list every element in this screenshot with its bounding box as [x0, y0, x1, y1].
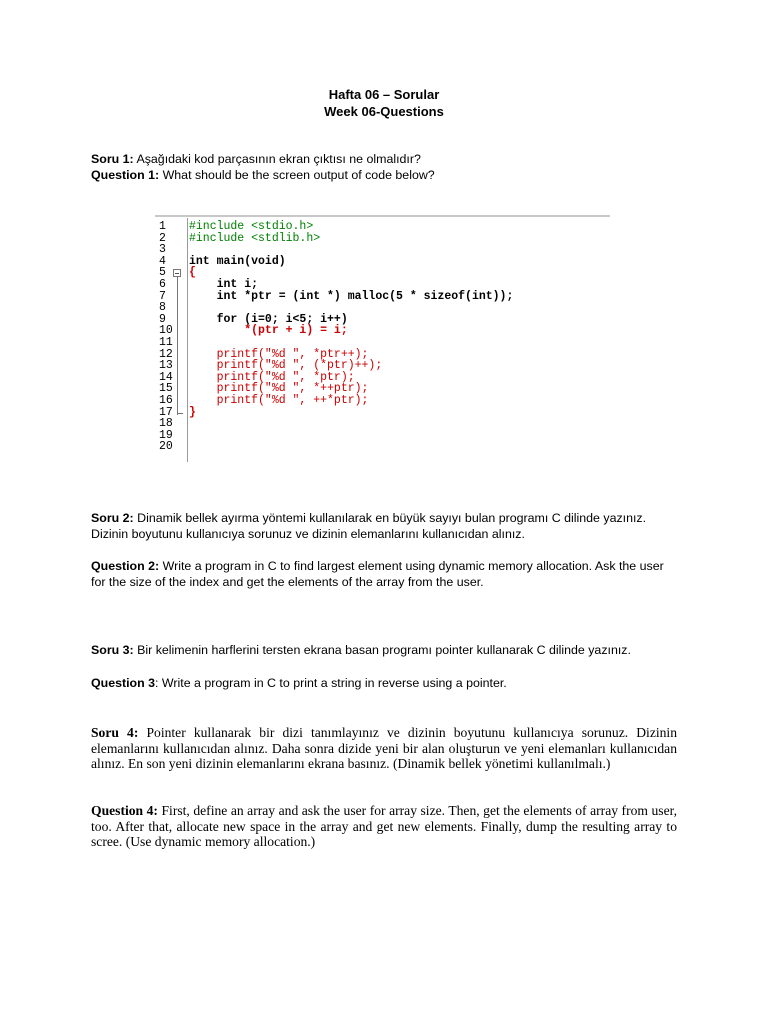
- line-number: 19: [159, 428, 173, 442]
- line-number: 2: [159, 231, 166, 245]
- question-1-en-label: Question 1:: [91, 168, 160, 182]
- code-screenshot: [155, 215, 610, 462]
- code-line-15: printf("%d ", *++ptr);: [189, 382, 369, 396]
- code-line-13: printf("%d ", (*ptr)++);: [189, 359, 383, 373]
- code-line-6: int i;: [189, 278, 259, 291]
- line-number: 6: [159, 278, 166, 291]
- question-4-tr-label: Soru 4:: [91, 725, 139, 740]
- fold-collapse-icon: [173, 269, 181, 277]
- line-number: 7: [159, 289, 166, 303]
- code-line-14: printf("%d ", *ptr);: [189, 370, 355, 384]
- question-1-en: [91, 167, 677, 183]
- question-4-en: [91, 803, 677, 850]
- question-2-en-text: Write a program in C to find largest element using dynamic memory allocation. Ask the user for the size of the index and get the elements of the array from the user.: [91, 559, 664, 589]
- question-2-tr: [91, 510, 677, 542]
- code-line-2: #include <stdlib.h>: [189, 231, 321, 245]
- question-2-tr-text: Dinamik bellek ayırma yöntemi kullanılarak en büyük sayıyı bulan programı C dilinde yazınız. Dizinin boyutunu kullanıcıya sorunuz ve dizinin elemanlarını kullanıcıdan alınız.: [91, 511, 647, 541]
- question-3-en-text: : Write a program in C to print a string in reverse using a pointer.: [155, 676, 507, 690]
- code-line-9: for (i=0; i<5; i++): [189, 312, 348, 326]
- fold-guide-line: [177, 277, 178, 414]
- page-title-en: Week 06-Questions: [324, 104, 444, 119]
- line-number: 9: [159, 312, 166, 326]
- line-number: 14: [159, 370, 173, 384]
- line-number: 10: [159, 324, 173, 338]
- code-line-16: printf("%d ", ++*ptr);: [189, 394, 369, 407]
- line-number: 11: [159, 336, 173, 349]
- question-2-en: [91, 558, 677, 590]
- line-number: 12: [159, 347, 173, 361]
- question-4-en-label: Question 4:: [91, 803, 158, 818]
- line-number: 16: [159, 394, 173, 407]
- line-number: 3: [159, 243, 166, 257]
- line-number: 5: [159, 266, 166, 280]
- fold-guide-end: [177, 413, 183, 414]
- page-title-tr: Hafta 06 – Sorular: [328, 87, 440, 102]
- question-3-tr: [91, 642, 677, 658]
- line-number: 4: [159, 254, 166, 268]
- code-line-12: printf("%d ", *ptr++);: [189, 347, 369, 361]
- question-3-tr-label: Soru 3:: [91, 643, 134, 657]
- code-line-1: #include <stdio.h>: [189, 220, 314, 233]
- question-1-tr-text: Aşağıdaki kod parçasının ekran çıktısı ne olmalıdır?: [133, 152, 421, 166]
- code-line-17: }: [189, 405, 196, 419]
- question-1-tr-label: Soru 1:: [91, 152, 134, 166]
- question-4-tr: [91, 725, 677, 772]
- line-number: 18: [159, 417, 173, 431]
- line-number: 20: [159, 440, 173, 454]
- line-number: 8: [159, 301, 166, 315]
- question-1-tr: [91, 151, 677, 167]
- question-4-en-text: First, define an array and ask the user for array size. Then, get the elements of array from user, too. After that, allocate new space in the array and get new elements. Finally, dump the resulting array to scree. (Use dynamic memory allocation.): [91, 803, 677, 849]
- question-2-tr-label: Soru 2:: [91, 511, 134, 525]
- line-number: 17: [159, 405, 173, 419]
- question-1-en-text: What should be the screen output of code below?: [159, 168, 435, 182]
- question-3-tr-text: Bir kelimenin harflerini tersten ekrana basan programı pointer kullanarak C dilinde yazınız.: [133, 643, 631, 657]
- question-2-en-label: Question 2:: [91, 559, 160, 573]
- code-line-10: *(ptr + i) = i;: [189, 324, 348, 338]
- line-number: 13: [159, 359, 173, 373]
- code-line-5: {: [189, 266, 196, 280]
- question-3-en: [91, 675, 677, 691]
- code-line-4: int main(void): [189, 254, 286, 268]
- code-line-7: int *ptr = (int *) malloc(5 * sizeof(int));: [189, 289, 514, 303]
- line-number: 15: [159, 382, 173, 396]
- line-number: 1: [159, 220, 166, 233]
- question-4-tr-text: Pointer kullanarak bir dizi tanımlayınız ve dizinin boyutunu kullanıcıya sorunuz. Dizinin elemanlarını kullanıcıdan alınız. Daha sonra dizide yeni bir alan oluşturun ve yeni elemanları kullanıcıdan alınız. En son yeni dizinin elemanlarını ekrana basınız. (Dinamik bellek yönetimi kullanılmalı.): [91, 725, 677, 771]
- question-3-en-label: Question 3: [91, 676, 156, 690]
